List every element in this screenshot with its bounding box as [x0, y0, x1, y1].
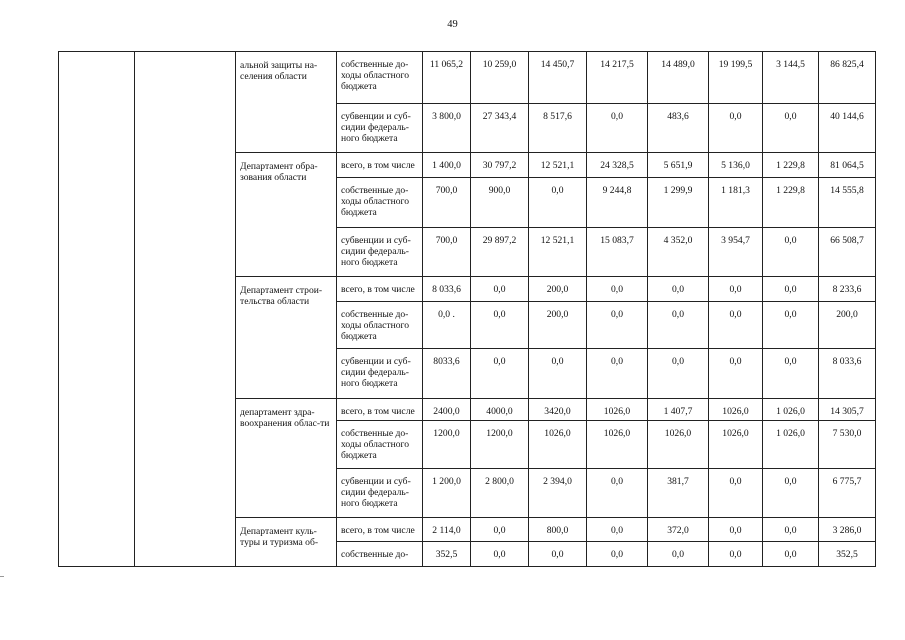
value-cell: 800,0 — [529, 518, 587, 542]
source-cell: собственные до-ходы областного бюджета — [337, 302, 423, 349]
source-cell: собственные до-ходы областного бюджета — [337, 421, 423, 469]
source-cell: субвенции и суб-сидии федераль-ного бюджета — [337, 104, 423, 153]
value-cell: 8 233,6 — [819, 277, 876, 302]
value-cell: 1026,0 — [709, 421, 763, 469]
value-cell: 15 083,7 — [587, 228, 648, 277]
value-cell: 14 305,7 — [819, 399, 876, 421]
value-cell: 86 825,4 — [819, 52, 876, 104]
value-cell: 0,0 — [709, 277, 763, 302]
value-cell: 6 775,7 — [819, 469, 876, 518]
value-cell: 3 954,7 — [709, 228, 763, 277]
value-cell: 0,0 — [763, 518, 819, 542]
value-cell: 8 033,6 — [423, 277, 471, 302]
value-cell: 0,0 — [763, 349, 819, 399]
value-cell: 0,0 — [709, 104, 763, 153]
source-cell: всего, в том числе — [337, 399, 423, 421]
value-cell: 381,7 — [648, 469, 709, 518]
department-cell: Департамент куль-туры и туризма об- — [236, 518, 337, 567]
value-cell: 10 259,0 — [471, 52, 529, 104]
value-cell: 0,0 — [763, 104, 819, 153]
value-cell: 0,0 — [763, 542, 819, 567]
value-cell: 8 517,6 — [529, 104, 587, 153]
empty-column-1 — [59, 52, 135, 567]
value-cell: 0,0 — [709, 302, 763, 349]
value-cell: 9 244,8 — [587, 178, 648, 228]
value-cell: 352,5 — [423, 542, 471, 567]
value-cell: 2 800,0 — [471, 469, 529, 518]
value-cell: 700,0 — [423, 228, 471, 277]
table-row — [59, 52, 876, 104]
value-cell: 2 394,0 — [529, 469, 587, 518]
page-number: 49 — [447, 19, 458, 30]
source-cell: субвенции и суб-сидии федераль-ного бюджета — [337, 469, 423, 518]
value-cell: 0,0 — [763, 469, 819, 518]
source-cell: собственные до-ходы областного бюджета — [337, 178, 423, 228]
value-cell: 1026,0 — [709, 399, 763, 421]
budget-table — [58, 51, 876, 567]
value-cell: 7 530,0 — [819, 421, 876, 469]
value-cell: 200,0 — [819, 302, 876, 349]
value-cell: 1026,0 — [648, 421, 709, 469]
empty-column-2 — [135, 52, 236, 567]
value-cell: 8033,6 — [423, 349, 471, 399]
value-cell: 24 328,5 — [587, 153, 648, 178]
value-cell: 0,0 — [587, 277, 648, 302]
source-cell: собственные до- — [337, 542, 423, 567]
value-cell: 0,0 — [648, 349, 709, 399]
value-cell: 352,5 — [819, 542, 876, 567]
value-cell: 0,0 — [471, 542, 529, 567]
value-cell: 0,0 — [763, 302, 819, 349]
value-cell: 1 400,0 — [423, 153, 471, 178]
value-cell: 1200,0 — [471, 421, 529, 469]
scan-margin-mark — [0, 576, 4, 577]
source-cell: собственные до-ходы областного бюджета — [337, 52, 423, 104]
value-cell: 0,0 — [471, 518, 529, 542]
value-cell: 14 489,0 — [648, 52, 709, 104]
value-cell: 14 217,5 — [587, 52, 648, 104]
value-cell: 900,0 — [471, 178, 529, 228]
value-cell: 40 144,6 — [819, 104, 876, 153]
value-cell: 483,6 — [648, 104, 709, 153]
value-cell: 0,0 — [709, 349, 763, 399]
value-cell: 1026,0 — [587, 421, 648, 469]
value-cell: 0,0 — [648, 302, 709, 349]
value-cell: 0,0 — [587, 518, 648, 542]
value-cell: 1 026,0 — [763, 399, 819, 421]
value-cell: 29 897,2 — [471, 228, 529, 277]
value-cell: 2 114,0 — [423, 518, 471, 542]
value-cell: 81 064,5 — [819, 153, 876, 178]
value-cell: 200,0 — [529, 302, 587, 349]
value-cell: 11 065,2 — [423, 52, 471, 104]
department-cell: департамент здра-воохранения облас-ти — [236, 399, 337, 518]
value-cell: 0,0 — [763, 277, 819, 302]
value-cell: 0,0 — [648, 277, 709, 302]
value-cell: 0,0 — [709, 542, 763, 567]
value-cell: 1 229,8 — [763, 153, 819, 178]
value-cell: 4 352,0 — [648, 228, 709, 277]
value-cell: 30 797,2 — [471, 153, 529, 178]
value-cell: 27 343,4 — [471, 104, 529, 153]
value-cell: 12 521,1 — [529, 153, 587, 178]
value-cell: 1 026,0 — [763, 421, 819, 469]
value-cell: 0,0 — [529, 349, 587, 399]
value-cell: 0,0 — [587, 302, 648, 349]
value-cell: 700,0 — [423, 178, 471, 228]
value-cell: 0,0 — [529, 542, 587, 567]
department-cell: Департамент строи-тельства области — [236, 277, 337, 399]
value-cell: 200,0 — [529, 277, 587, 302]
value-cell: 1 181,3 — [709, 178, 763, 228]
value-cell: 0,0 — [587, 542, 648, 567]
value-cell: 3 286,0 — [819, 518, 876, 542]
value-cell: 5 651,9 — [648, 153, 709, 178]
value-cell: 12 521,1 — [529, 228, 587, 277]
value-cell: 1 229,8 — [763, 178, 819, 228]
source-cell: всего, в том числе — [337, 153, 423, 178]
value-cell: 0,0 — [471, 302, 529, 349]
source-cell: субвенции и суб-сидии федераль-ного бюджета — [337, 349, 423, 399]
source-cell: субвенции и суб-сидии федераль-ного бюджета — [337, 228, 423, 277]
value-cell: 0,0 — [709, 469, 763, 518]
value-cell: 66 508,7 — [819, 228, 876, 277]
value-cell: 1200,0 — [423, 421, 471, 469]
value-cell: 14 555,8 — [819, 178, 876, 228]
value-cell: 4000,0 — [471, 399, 529, 421]
value-cell: 0,0 . — [423, 302, 471, 349]
value-cell: 0,0 — [529, 178, 587, 228]
source-cell: всего, в том числе — [337, 518, 423, 542]
value-cell: 0,0 — [763, 228, 819, 277]
value-cell: 0,0 — [648, 542, 709, 567]
value-cell: 14 450,7 — [529, 52, 587, 104]
value-cell: 0,0 — [471, 349, 529, 399]
department-cell: Департамент обра-зования области — [236, 153, 337, 277]
value-cell: 0,0 — [587, 469, 648, 518]
value-cell: 3 144,5 — [763, 52, 819, 104]
value-cell: 3 800,0 — [423, 104, 471, 153]
value-cell: 0,0 — [587, 349, 648, 399]
value-cell: 372,0 — [648, 518, 709, 542]
value-cell: 8 033,6 — [819, 349, 876, 399]
source-cell: всего, в том числе — [337, 277, 423, 302]
value-cell: 1 299,9 — [648, 178, 709, 228]
department-cell: альной защиты на-селения области — [236, 52, 337, 153]
value-cell: 1 200,0 — [423, 469, 471, 518]
value-cell: 1 407,7 — [648, 399, 709, 421]
value-cell: 0,0 — [471, 277, 529, 302]
value-cell: 0,0 — [587, 104, 648, 153]
value-cell: 3420,0 — [529, 399, 587, 421]
value-cell: 19 199,5 — [709, 52, 763, 104]
value-cell: 0,0 — [709, 518, 763, 542]
value-cell: 5 136,0 — [709, 153, 763, 178]
value-cell: 1026,0 — [587, 399, 648, 421]
value-cell: 1026,0 — [529, 421, 587, 469]
value-cell: 2400,0 — [423, 399, 471, 421]
